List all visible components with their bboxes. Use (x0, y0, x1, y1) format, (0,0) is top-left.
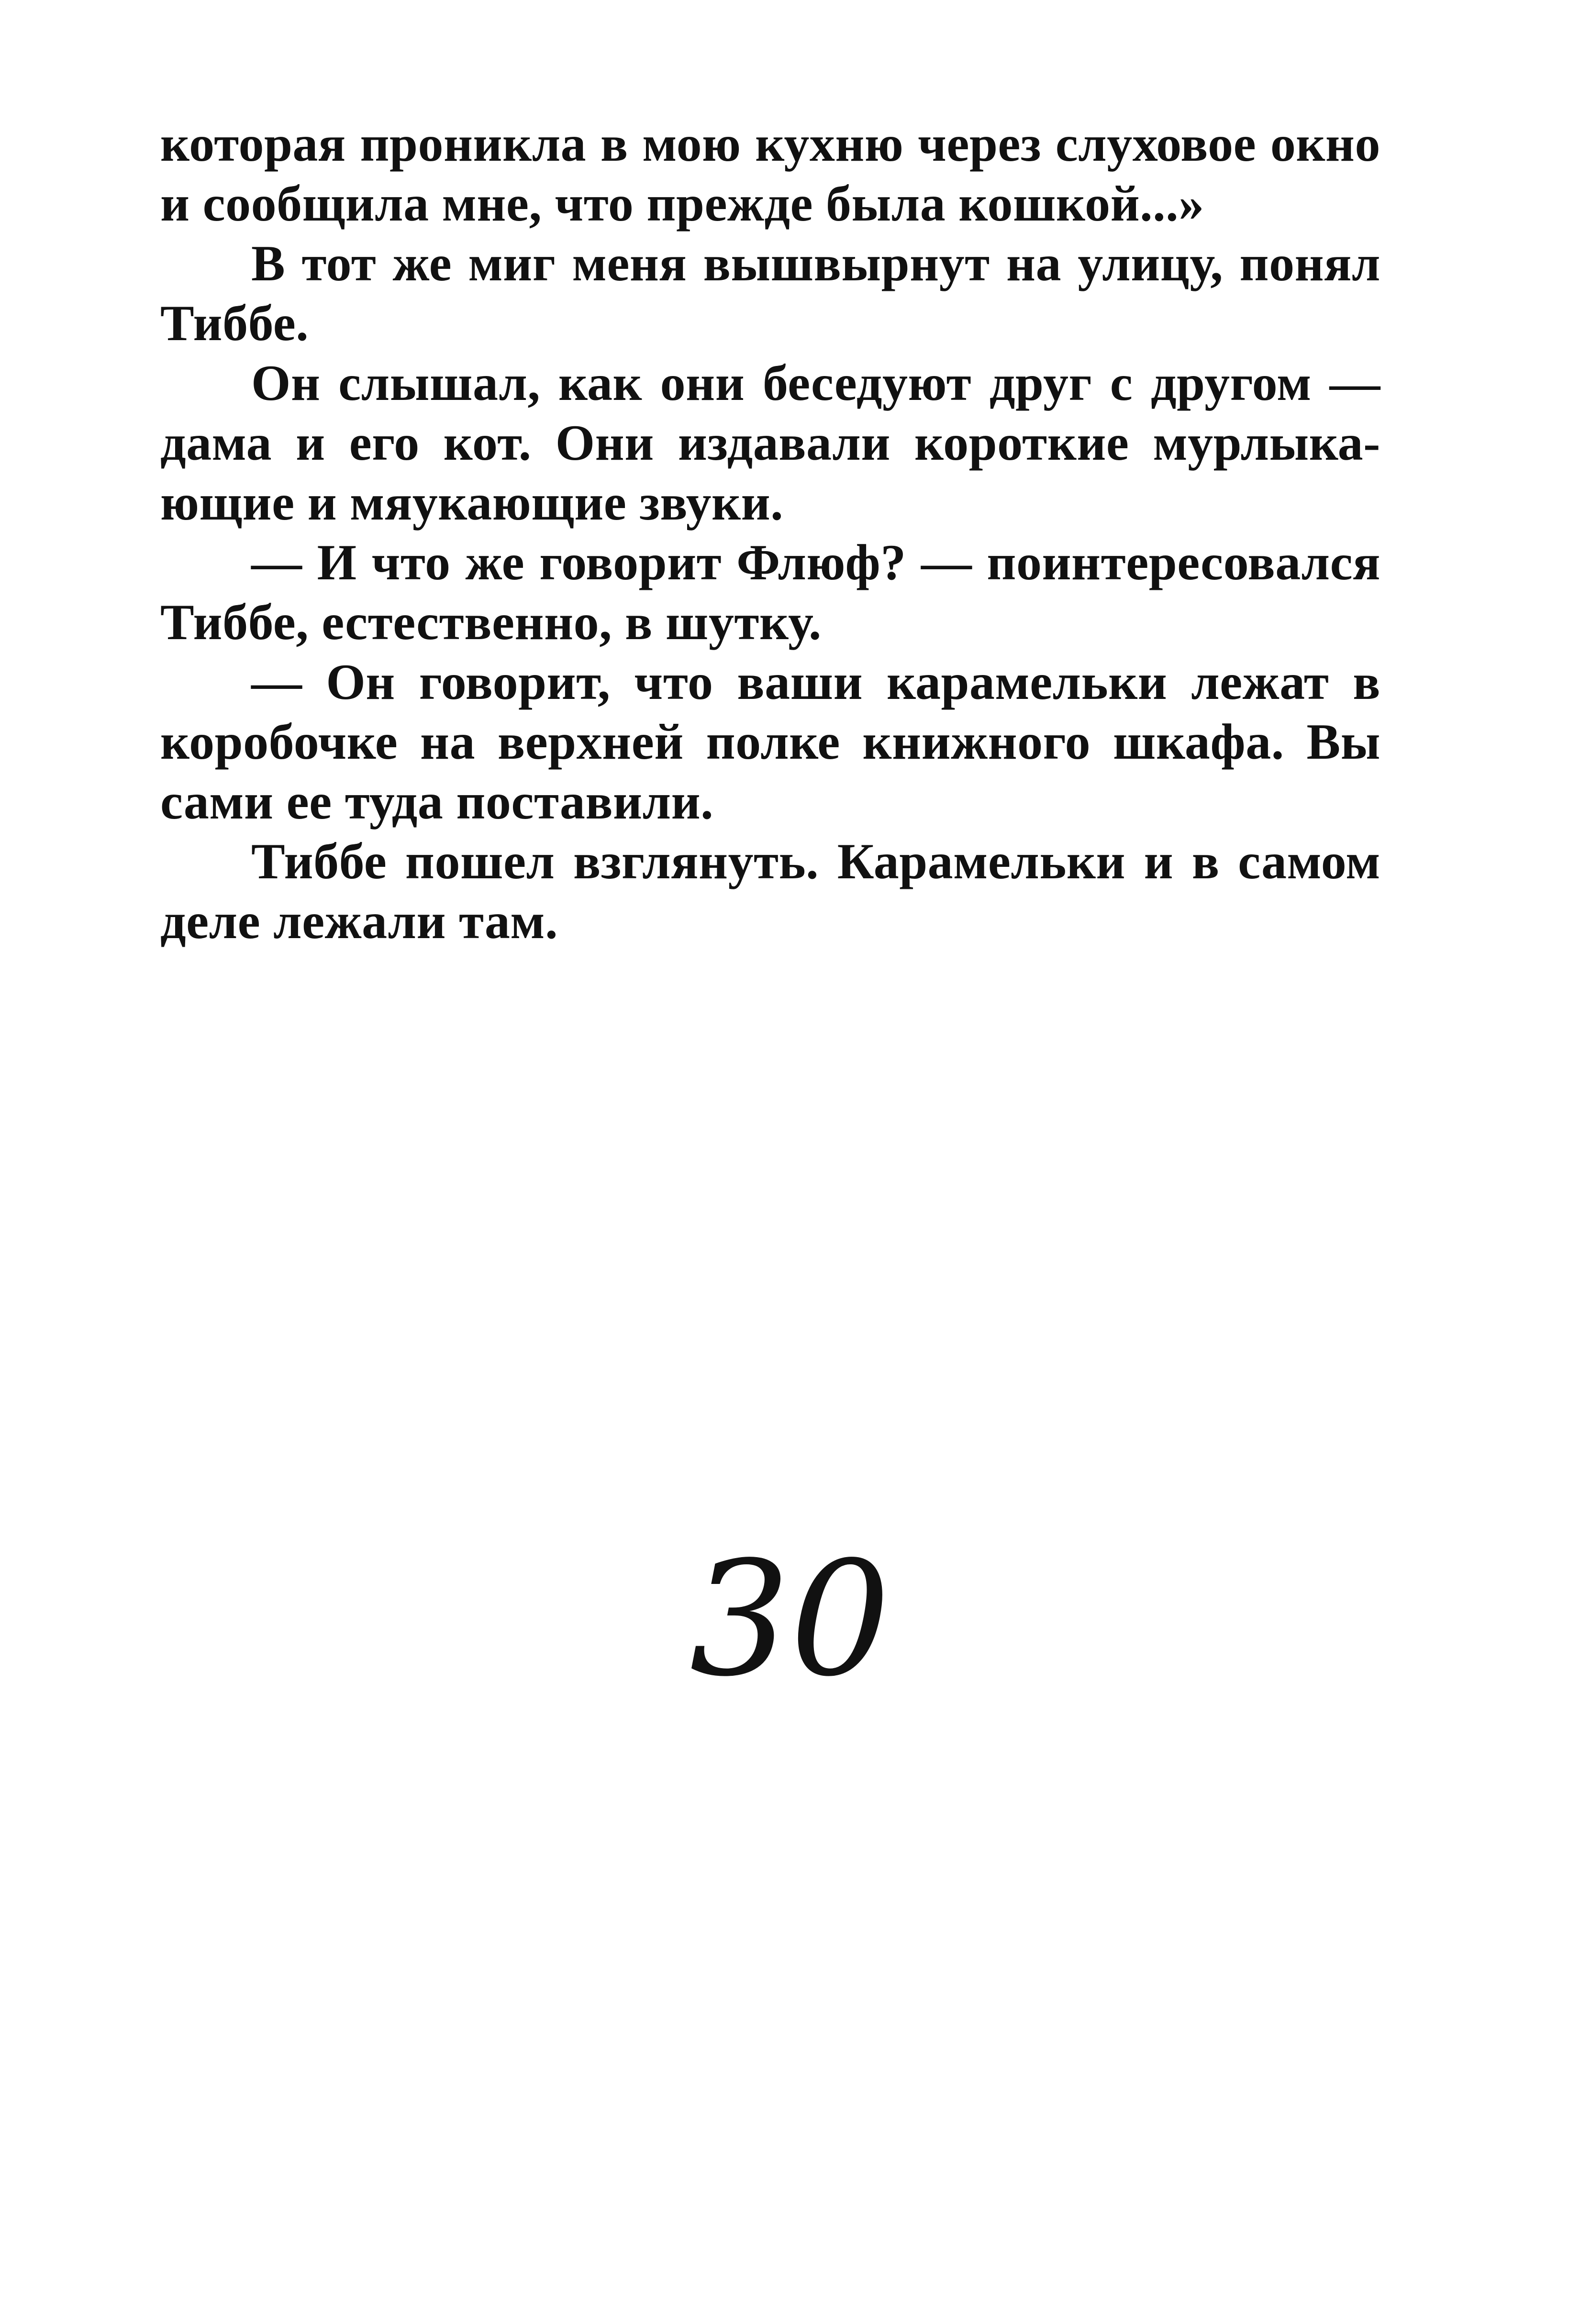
text-line: и сообщила мне, что прежде была кошкой...» (160, 176, 1204, 232)
text-line: — И что же говорит Флюф? — поинтересовался (251, 534, 1380, 590)
text-line: дама и его кот. Они издавали короткие мурлыка- (160, 415, 1380, 471)
text-line: В тот же миг меня вышвырнут на улицу, понял (251, 235, 1380, 291)
text-line: которая проникла в мою кухню через слуховое окно (160, 116, 1380, 172)
text-line: Он слышал, как они беседуют друг с другом — (251, 355, 1380, 411)
text-line: Тиббе, естественно, в шутку. (160, 594, 822, 650)
text-line: ющие и мяукающие звуки. (160, 475, 784, 531)
text-line: Тиббе. (160, 295, 309, 351)
page-number: 30 (690, 1527, 890, 1711)
body-text (160, 114, 1380, 951)
text-line: сами ее туда поставили. (160, 774, 714, 830)
text-line: коробочке на верхней полке книжного шкафа. Вы (160, 714, 1380, 770)
text-line: — Он говорит, что ваши карамельки лежат в (251, 654, 1380, 710)
text-line: Тиббе пошел взглянуть. Карамельки и в самом (251, 833, 1380, 889)
text-line: деле лежали там. (160, 893, 558, 949)
